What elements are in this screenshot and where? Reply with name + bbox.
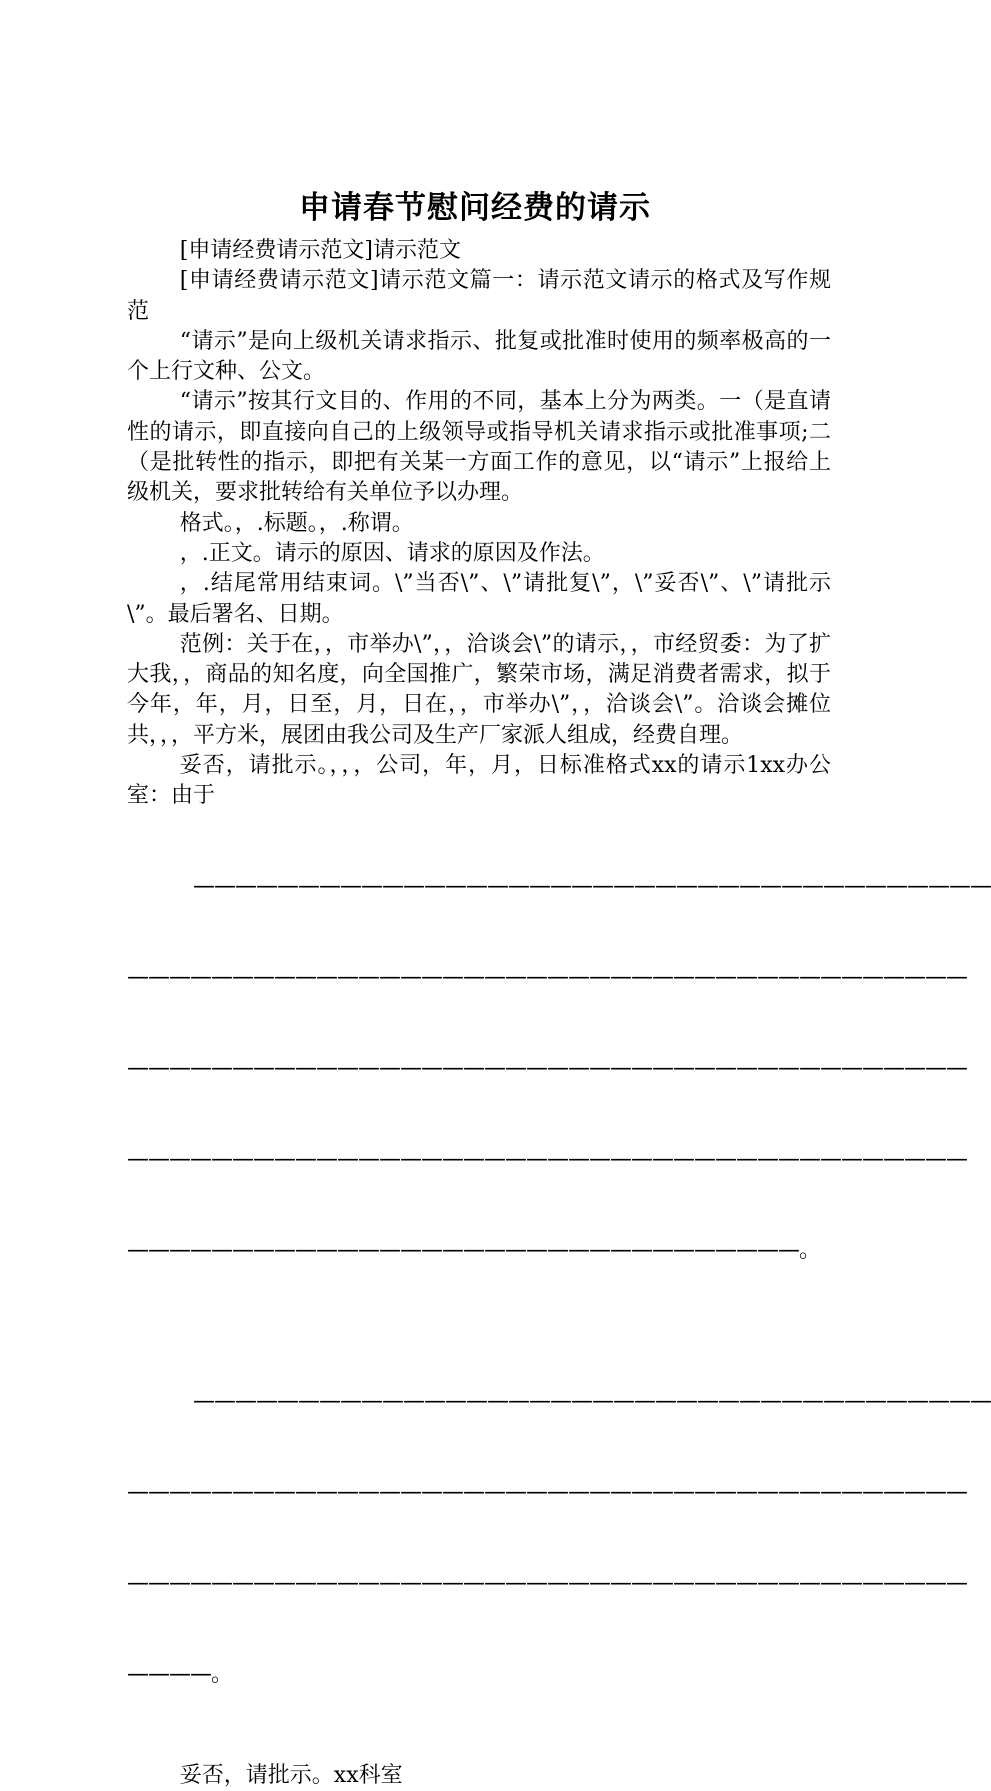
paragraph-body-text: ，.正文。请示的原因、请求的原因及作法。 (179, 540, 605, 566)
blank-fill-block-2 (127, 1327, 991, 1751)
paragraph-article-heading: [申请经费请示范文]请示范文篇一：请示范文请示的格式及写作规范 (127, 268, 831, 324)
document-title: 申请春节慰问经费的请示 (299, 190, 651, 226)
blank-line: ———————————————————————————————————————— (127, 965, 967, 991)
paragraph-definition: “请示”是向上级机关请求指示、批复或批准时使用的频率极高的一个上行文种、公文。 (127, 328, 831, 385)
document-body (127, 236, 991, 1791)
blank-fill-block-1 (127, 812, 991, 1327)
blank-line: ————————————————————————————————。 (127, 1237, 821, 1263)
blank-line: —————————————————————————————————————— (193, 874, 991, 900)
spacer (127, 1751, 831, 1761)
paragraph-example: 范例：关于在，，市举办\”，，洽谈会\”的请示，，市经贸委：为了扩大我，，商品的知名度，向全国推广，繁荣市场，满足消费者需求，拟于今年，年，月，日至，月，日在，，市举办\”，，洽谈会\”。洽谈会摊位共，，，平方米，展团由我公司及生产厂家派人组成，经费自理。 (127, 631, 831, 748)
paragraph-closing: 妥否，请批示。xx科室 (179, 1762, 403, 1788)
blank-line: ———————————————————————————————————————— (127, 1480, 967, 1506)
paragraph-classification: “请示”按其行文目的、作用的不同，基本上分为两类。一（是直请性的请示，即直接向自己的上级领导或指导机关请求指示或批准事项;二（是批转性的指示，即把有关某一方面工作的意见，以“请示”上报给上级机关，要求批转给有关单位予以办理。 (127, 389, 831, 506)
blank-line: —————————————————————————————————————— (193, 1389, 991, 1415)
blank-line: ———————————————————————————————————————— (127, 1146, 967, 1172)
paragraph-ending: ，.结尾常用结束词。\”当否\”、\”请批复\”，\”妥否\”、\”请批示\”。最后署名、日期。 (127, 571, 831, 627)
blank-line: ———————————————————————————————————————— (127, 1571, 967, 1597)
paragraph-source-heading: [申请经费请示范文]请示范文 (179, 238, 461, 263)
blank-line: ———————————————————————————————————————— (127, 1056, 967, 1082)
blank-line: ————。 (127, 1661, 233, 1687)
paragraph-standard-format: 妥否，请批示。，，，公司，年，月，日标准格式xx的请示1xx办公室：由于 (127, 753, 831, 809)
paragraph-format: 格式。，.标题。，.称谓。 (179, 510, 414, 536)
